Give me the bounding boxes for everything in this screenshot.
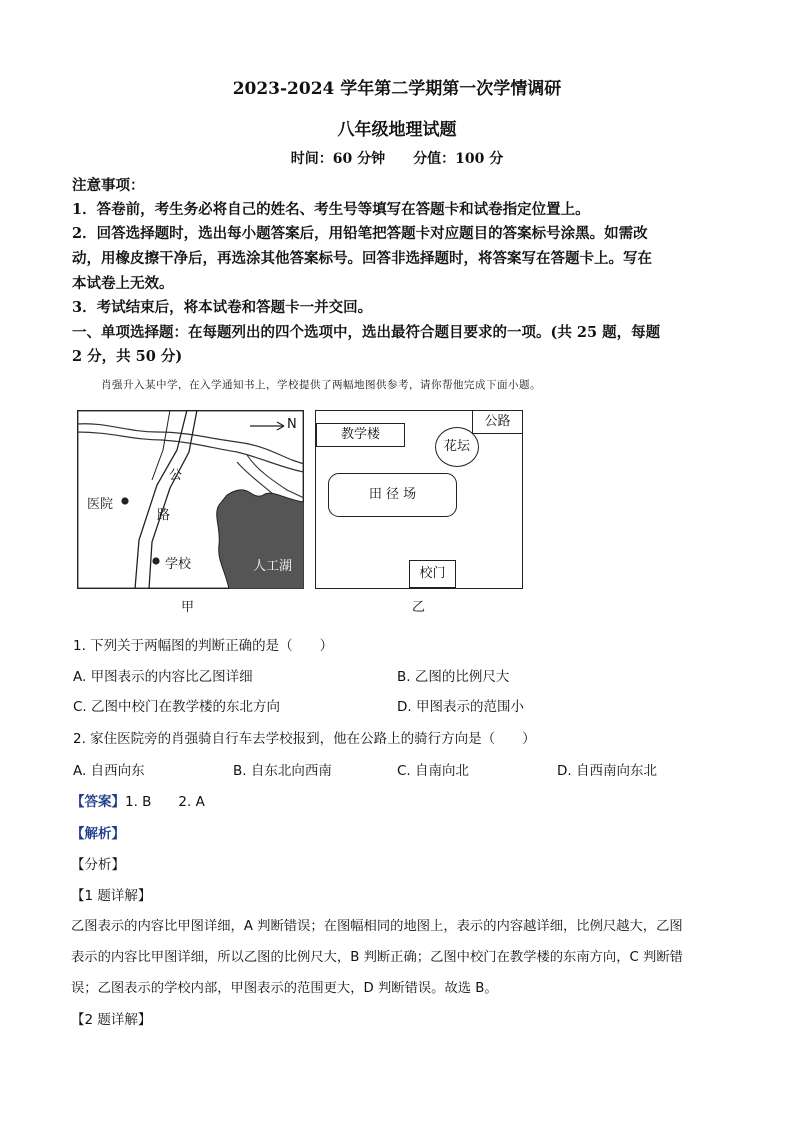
answer-text: 1. B 2. A bbox=[125, 794, 205, 810]
map-yi bbox=[315, 410, 523, 589]
q1-detail-line-1: 乙图表示的内容比甲图详细，A 判断错误；在图幅相同的地图上，表示的内容越详细，比例尺越大，乙图 bbox=[71, 919, 683, 934]
q1-detail-line-2: 表示的内容比甲图详细，所以乙图的比例尺大，B 判断正确；乙图中校门在教学楼的东南方向，C 判断错 bbox=[71, 950, 683, 965]
school-gate: 校门 bbox=[409, 560, 456, 588]
q2-option-c: C. 自南向北 bbox=[397, 763, 470, 779]
note-line-2: 2．回答选择题时，选出每小题答案后，用铅笔把答题卡对应题目的答案标号涂黑。如需改 bbox=[72, 225, 648, 242]
road-box: 公路 bbox=[472, 410, 523, 434]
exam-title: 2023-2024 学年第二学期第一次学情调研 bbox=[232, 79, 562, 99]
jiexi-tag: 【解析】 bbox=[71, 826, 125, 842]
hospital-label: 医院 bbox=[87, 497, 114, 512]
q2-option-a: A. 自西向东 bbox=[73, 763, 145, 779]
sports-field: 田 径 场 bbox=[328, 473, 457, 517]
map-yi-caption: 乙 bbox=[412, 600, 426, 615]
q1-option-a: A. 甲图表示的内容比乙图详细 bbox=[73, 669, 253, 685]
notes-heading: 注意事项： bbox=[72, 177, 145, 194]
q1-option-d: D. 甲图表示的范围小 bbox=[397, 699, 524, 715]
answer-row bbox=[71, 790, 205, 810]
q1-detail-line-3: 误；乙图表示的学校内部，甲图表示的范围更大，D 判断错误。故选 B。 bbox=[71, 981, 498, 996]
exam-meta: 时间：60 分钟 分值：100 分 bbox=[290, 151, 504, 167]
note-line-1: 1．答卷前，考生务必将自己的姓名、考生号等填写在答题卡和试卷指定位置上。 bbox=[72, 201, 590, 218]
answer-tag: 【答案】 bbox=[71, 794, 125, 810]
exam-subtitle: 八年级地理试题 bbox=[337, 120, 457, 140]
section-heading-line-1: 一、单项选择题：在每题列出的四个选项中，选出最符合题目要求的一项。(共 25 题，每题 bbox=[72, 324, 661, 341]
question-intro: 肖强升入某中学，在入学通知书上，学校提供了两幅地图供参考，请你帮他完成下面小题。 bbox=[101, 379, 541, 391]
flower-garden: 花坛 bbox=[435, 427, 479, 467]
fenxi-tag: 【分析】 bbox=[71, 857, 125, 873]
note-line-4: 本试卷上无效。 bbox=[72, 275, 174, 292]
map-jia-caption: 甲 bbox=[181, 600, 195, 615]
map-jia bbox=[77, 410, 304, 589]
q1-option-c: C. 乙图中校门在教学楼的东北方向 bbox=[73, 699, 281, 715]
q2-stem: 2. 家住医院旁的肖强骑自行车去学校报到，他在公路上的骑行方向是（ ） bbox=[73, 731, 536, 747]
note-line-3: 动，用橡皮擦干净后，再选涂其他答案标号。回答非选择题时，将答案写在答题卡上。写在 bbox=[72, 250, 652, 267]
teaching-building: 教学楼 bbox=[316, 423, 405, 447]
road-label-lu: 路 bbox=[157, 508, 171, 523]
lake-label: 人工湖 bbox=[253, 555, 292, 574]
q1-option-b: B. 乙图的比例尺大 bbox=[397, 669, 510, 685]
section-heading-line-2: 2 分，共 50 分) bbox=[72, 348, 183, 365]
q2-option-d: D. 自西南向东北 bbox=[557, 763, 657, 779]
q2-option-b: B. 自东北向西南 bbox=[233, 763, 332, 779]
note-line-5: 3．考试结束后，将本试卷和答题卡一并交回。 bbox=[72, 299, 373, 316]
road-label-gong: 公 bbox=[169, 468, 183, 483]
q2-detail-heading: 【2 题详解】 bbox=[71, 1012, 152, 1028]
north-label: N bbox=[287, 417, 297, 432]
school-label: 学校 bbox=[165, 557, 192, 572]
q1-stem: 1. 下列关于两幅图的判断正确的是（ ） bbox=[73, 638, 334, 654]
q1-detail-heading: 【1 题详解】 bbox=[71, 888, 152, 904]
